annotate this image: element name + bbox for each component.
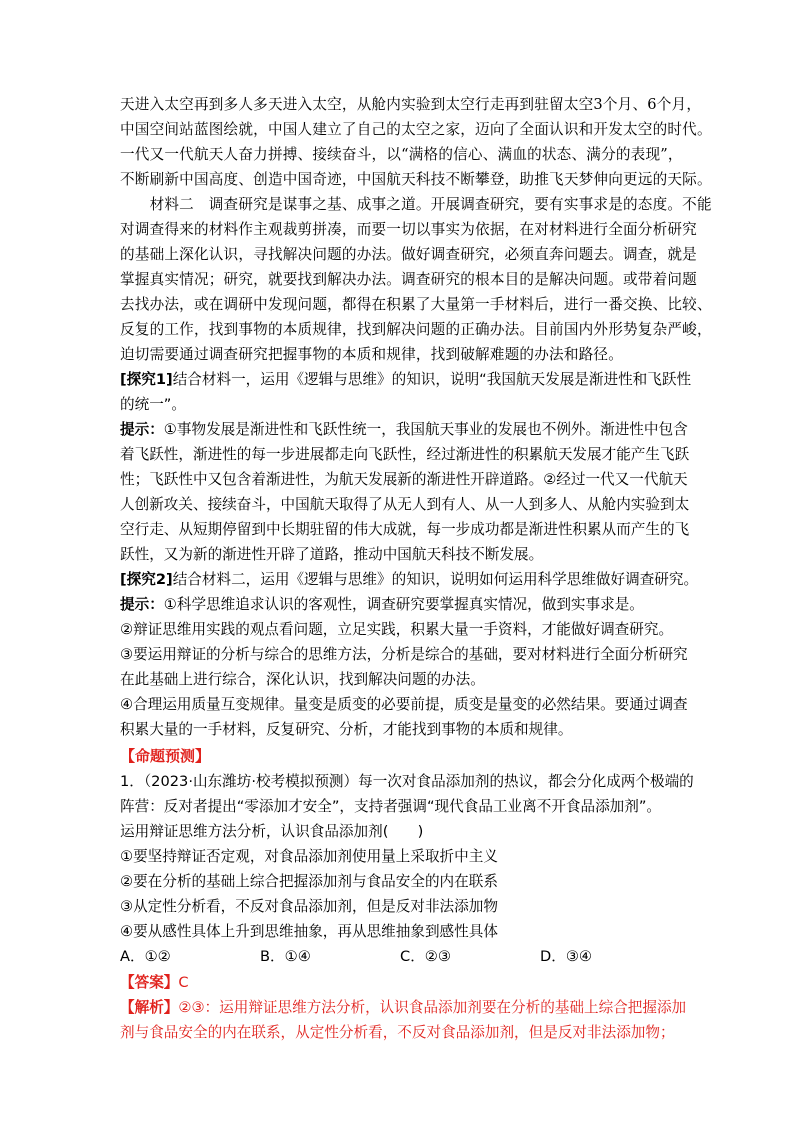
statement: ①要坚持辩证否定观，对食品添加剂使用量上采取折中主义 bbox=[120, 848, 498, 865]
tip-label: 提示： bbox=[120, 421, 164, 438]
text-line: ①科学思维追求认识的客观性，调查研究要掌握真实情况，做到实事求是。 bbox=[163, 596, 644, 613]
explore-one-question bbox=[120, 367, 700, 392]
text-line: 人创新攻关、接续奋斗，中国航天取得了从无人到有人、从一人到多人、从舱内实验到太 bbox=[120, 496, 690, 513]
statement: ③从定性分析看，不反对食品添加剂，但是反对非法添加物 bbox=[120, 898, 498, 915]
statement: ④要从感性具体上升到思维抽象，再从思维抽象到感性具体 bbox=[120, 923, 498, 940]
analysis-label: 【解析】 bbox=[120, 999, 179, 1016]
text-line: 空行走、从短期停留到中长期驻留的伟大成就，每一步成功都是渐进性积累从而产生的飞 bbox=[120, 521, 690, 538]
text-line: ③要运用辩证的分析与综合的思维方法，分析是综合的基础，要对材料进行全面分析研究 bbox=[120, 646, 688, 663]
text-line: 迫切需要通过调查研究把握事物的本质和规律，找到破解难题的办法和路径。 bbox=[120, 346, 623, 363]
option-a[interactable]: A．①② bbox=[120, 948, 171, 965]
answer-value: C bbox=[178, 974, 189, 991]
question-stem: 阵营：反对者提出“零添加才安全”，支持者强调“现代食品工业离不开食品添加剂”。 bbox=[120, 798, 662, 815]
text-line: 天进入太空再到多人多天进入太空，从舱内实验到太空行走再到驻留太空3个月、6个月， bbox=[120, 96, 702, 113]
text-line: 中国空间站蓝图绘就，中国人建立了自己的太空之家，迈向了全面认识和开发太空的时代。 bbox=[120, 121, 712, 138]
explore-one bbox=[120, 367, 700, 567]
explore-two-label: [探究2] bbox=[120, 571, 173, 588]
statement: ②要在分析的基础上综合把握添加剂与食品安全的内在联系 bbox=[120, 873, 498, 890]
text-line: 掌握真实情况；研究，就要找到解决办法。调查研究的根本目的是解决问题。或带着问题 bbox=[120, 271, 697, 288]
section-title: 【命题预测】 bbox=[120, 747, 211, 765]
explore-two-question bbox=[120, 567, 700, 592]
explore-one-label: [探究1] bbox=[120, 371, 173, 388]
text-line: 积累大量的一手材料，反复研究、分析，才能找到事物的本质和规律。 bbox=[120, 721, 573, 738]
text-line: 剂与食品安全的内在联系，从定性分析看，不反对食品添加剂，但是反对非法添加物； bbox=[120, 1024, 675, 1041]
text-line: 性；飞跃性中又包含着渐进性，为航天发展新的渐进性开辟道路。②经过一代又一代航天 bbox=[120, 471, 688, 488]
text-line: 对调查得来的材料作主观裁剪拼凑，而要一切以事实为依据，在对材料进行全面分析研究 bbox=[120, 221, 697, 238]
question-stem: 1．（2023·山东潍坊·校考模拟预测）每一次对食品添加剂的热议，都会分化成两个极端的 bbox=[120, 773, 694, 790]
option-d[interactable]: D．③④ bbox=[540, 948, 592, 965]
answer-label: 【答案】 bbox=[120, 974, 179, 991]
answer-options bbox=[120, 944, 700, 970]
text-line: 的统一”。 bbox=[120, 396, 186, 413]
text-line: ①事物发展是渐进性和飞跃性统一，我国航天事业的发展也不例外。渐进性中包含 bbox=[163, 421, 688, 438]
text-line: 跃性，又为新的渐进性开辟了道路，推动中国航天科技不断发展。 bbox=[120, 546, 544, 563]
text-line: 在此基础上进行综合，深化认识，找到解决问题的办法。 bbox=[120, 671, 485, 688]
question-1 bbox=[120, 769, 700, 1045]
text-line: ②③：运用辩证思维方法分析，认识食品添加剂要在分析的基础上综合把握添加 bbox=[178, 999, 687, 1016]
material-one-tail bbox=[120, 92, 712, 192]
question-stem: 运用辩证思维方法分析，认识食品添加剂( ) bbox=[120, 823, 424, 840]
text-line: 结合材料一，运用《逻辑与思维》的知识，说明“我国航天发展是渐进性和飞跃性 bbox=[172, 371, 692, 388]
tip-label: 提示： bbox=[120, 596, 164, 613]
material-two bbox=[120, 192, 712, 367]
document-page bbox=[120, 92, 712, 1045]
text-line: 一代又一代航天人奋力拼搏、接续奋斗，以“满格的信心、满血的状态、满分的表现”， bbox=[120, 146, 683, 163]
text-line: 不断刷新中国高度、创造中国奇迹，中国航天科技不断攀登，助推飞天梦伸向更远的天际。 bbox=[120, 171, 712, 188]
explore-one-tip bbox=[120, 417, 700, 442]
text-line: 结合材料二，运用《逻辑与思维》的知识，说明如何运用科学思维做好调查研究。 bbox=[172, 571, 699, 588]
explore-two-tip bbox=[120, 592, 700, 617]
answer-line bbox=[120, 970, 700, 995]
text-line: 着飞跃性，渐进性的每一步进展都走向飞跃性，经过渐进性的积累航天发展才能产生飞跃 bbox=[120, 446, 690, 463]
explore-two bbox=[120, 567, 700, 742]
option-b[interactable]: B．①④ bbox=[260, 948, 311, 965]
text-line: ④合理运用质量互变规律。量变是质变的必要前提，质变是量变的必然结果。要通过调查 bbox=[120, 696, 688, 713]
text-line: ②辩证思维用实践的观点看问题，立足实践，积累大量一手资料，才能做好调查研究。 bbox=[120, 621, 674, 638]
analysis-line bbox=[120, 995, 700, 1020]
text-line: 材料二 调查研究是谋事之基、成事之道。开展调查研究，要有实事求是的态度。不能 bbox=[120, 196, 712, 213]
text-line: 的基础上深化认识，寻找解决问题的办法。做好调查研究，必须直奔问题去。调查，就是 bbox=[120, 246, 697, 263]
option-c[interactable]: C．②③ bbox=[400, 948, 451, 965]
text-line: 去找办法，或在调研中发现问题，都得在积累了大量第一手材料后，进行一番交换、比较、 bbox=[120, 296, 712, 313]
text-line: 反复的工作，找到事物的本质规律，找到解决问题的正确办法。目前国内外形势复杂严峻， bbox=[120, 321, 712, 338]
